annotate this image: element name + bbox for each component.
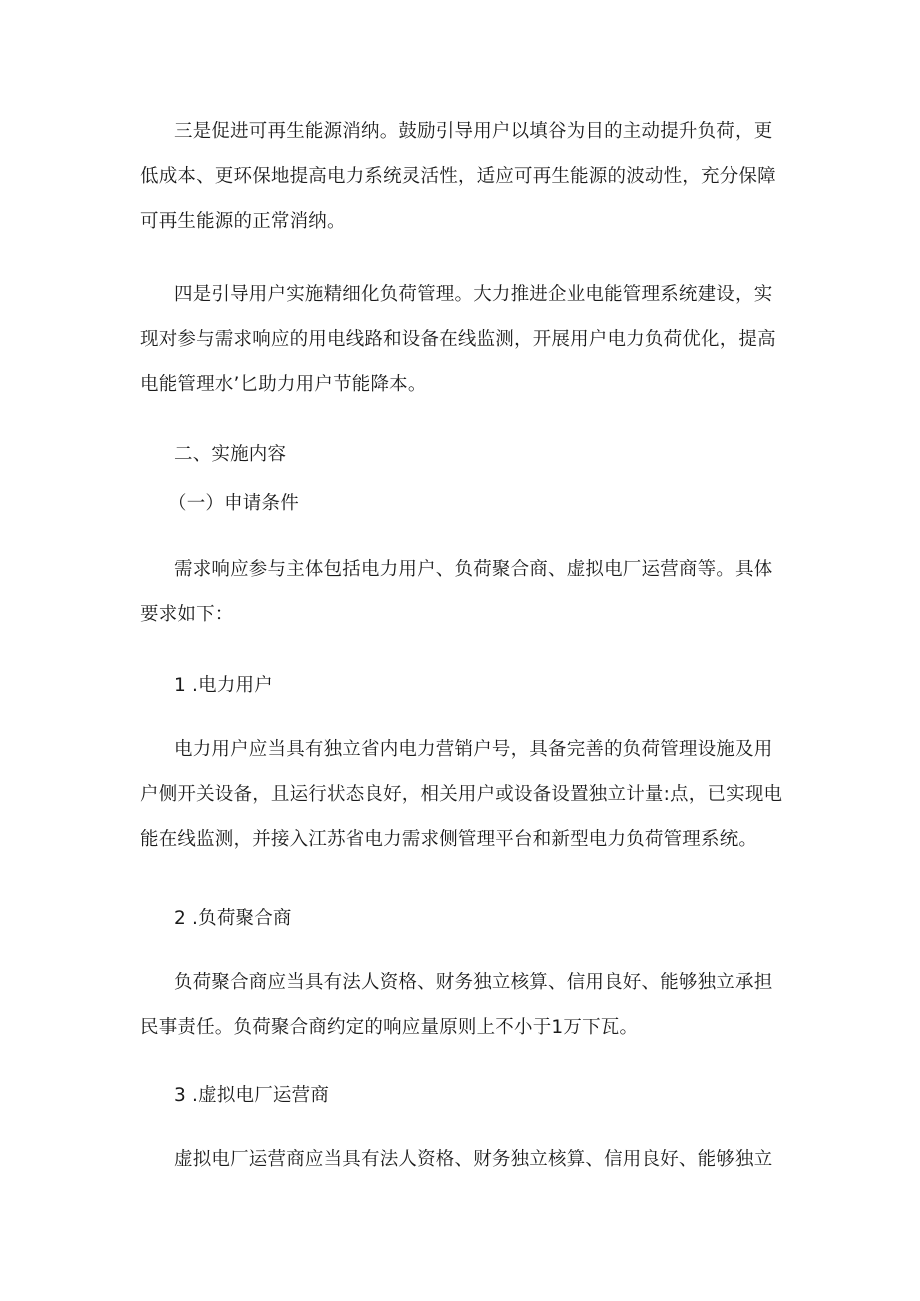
subsection-heading-conditions: （一）申请条件 xyxy=(168,493,299,514)
paragraph-power-users: 电力用户应当具有独立省内电力营销户号，具备完善的负荷管理设施及用户侧开关设备，且运行状态良好，相关用户或设备设置独立计量:点，已实现电能在线监测，并接入江苏省电力需求侧管理平台和新型电力负荷管理系统。 xyxy=(140,739,783,850)
item-heading-load-aggregator: 2 .负荷聚合商 xyxy=(174,908,292,929)
item-heading-virtual-power-plant: 3 .虚拟电厂运营商 xyxy=(174,1085,330,1106)
section-heading-implementation: 二、实施内容 xyxy=(174,444,287,465)
paragraph-renewable-energy: 三是促进可再生能源消纳。鼓励引导用户以填谷为目的主动提升负荷，更低成本、更环保地提高电力系统灵活性，适应可再生能源的波动性，充分保障可再生能源的正常消纳。 xyxy=(140,121,776,232)
item-heading-power-users: 1 .电力用户 xyxy=(174,675,273,696)
paragraph-virtual-power-plant: 虚拟电厂运营商应当具有法人资格、财务独立核算、信用良好、能够独立 xyxy=(174,1149,773,1170)
paragraph-load-management: 四是引导用户实施精细化负荷管理。大力推进企业电能管理系统建设，实现对参与需求响应的用电线路和设备在线监测，开展用户电力负荷优化，提高电能管理水’匕助力用户节能降本。 xyxy=(140,284,776,395)
paragraph-participants-intro: 需求响应参与主体包括电力用户、负荷聚合商、虚拟电厂运营商等。具体要求如下： xyxy=(140,559,773,625)
paragraph-load-aggregator: 负荷聚合商应当具有法人资格、财务独立核算、信用良好、能够独立承担民事责任。负荷聚合商约定的响应量原则上不小于1万下瓦。 xyxy=(140,972,773,1038)
